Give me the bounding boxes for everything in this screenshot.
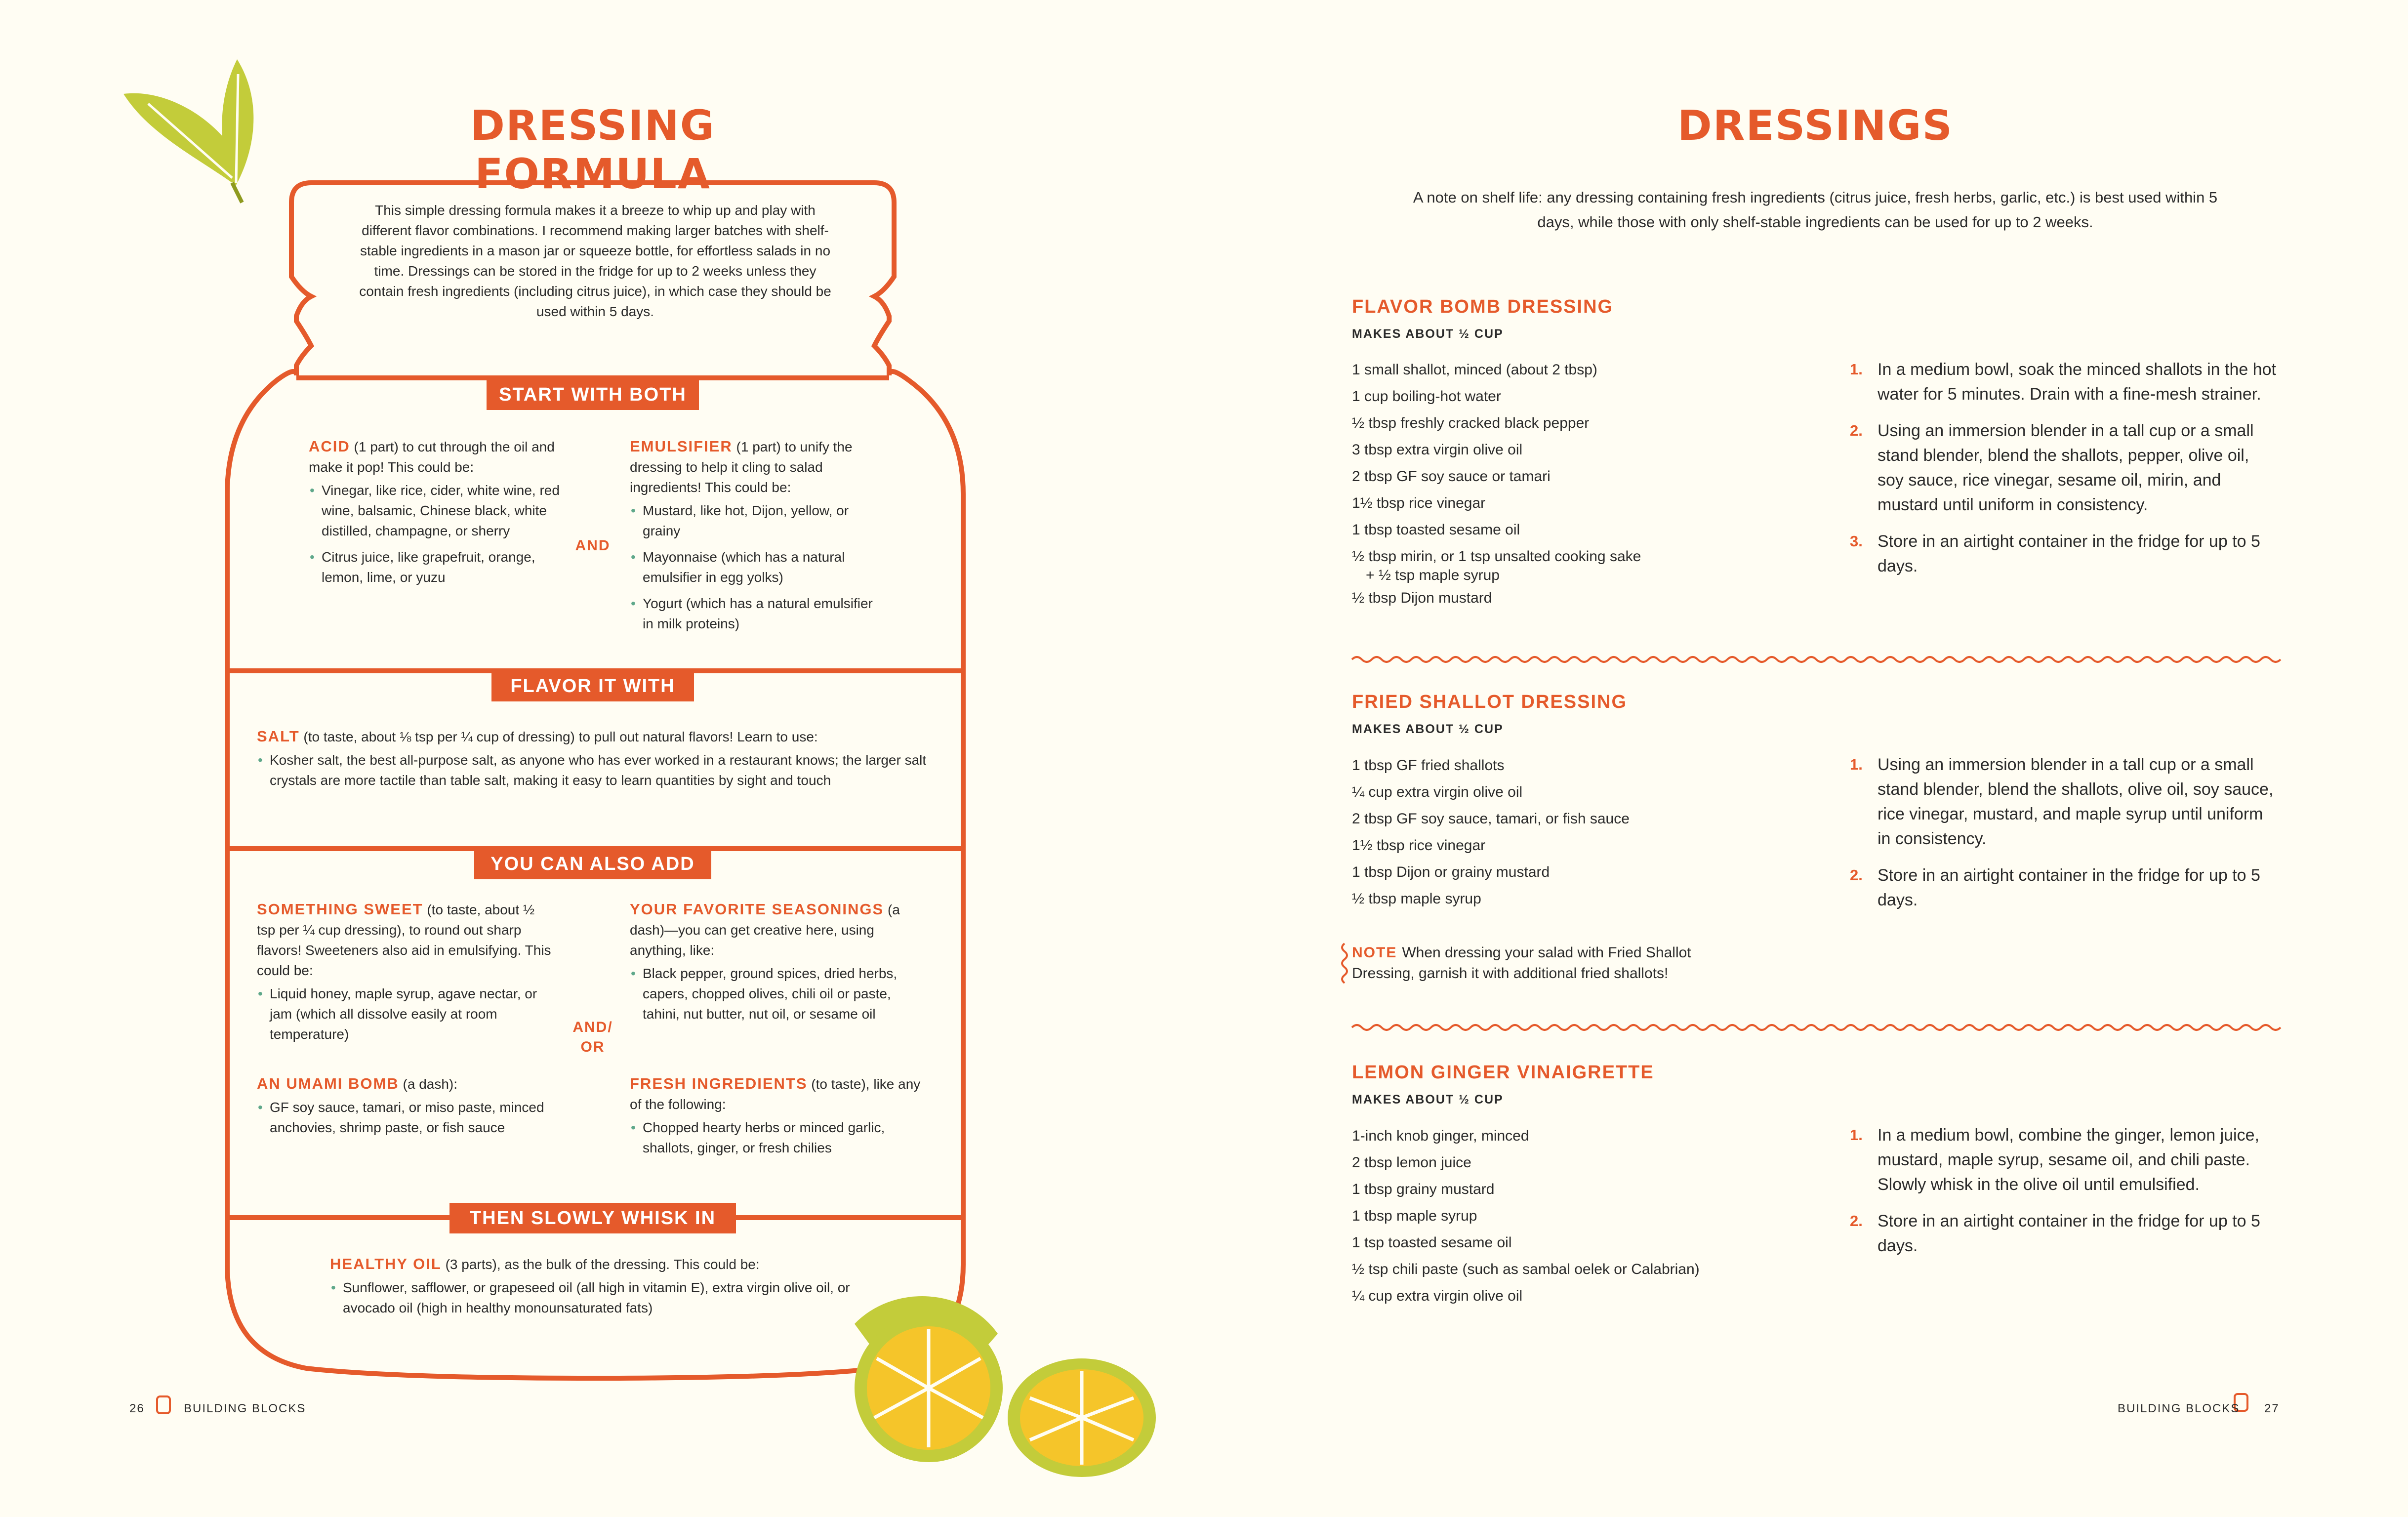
- ingredient: ½ tbsp freshly cracked black pepper: [1352, 415, 1590, 431]
- ingredient: ½ tbsp Dijon mustard: [1352, 590, 1492, 606]
- ingredient: ½ tbsp maple syrup: [1352, 891, 1481, 907]
- list-item: • Yogurt (which has a natural emulsifier in milk proteins): [643, 593, 887, 634]
- ingredient: 1-inch knob ginger, minced: [1352, 1128, 1529, 1144]
- note-bracket: [1342, 943, 1347, 983]
- seasonings-block: [630, 899, 931, 1030]
- list-item: • Kosher salt, the best all-purpose salt, as anyone who has ever worked in a restaurant knows; the larger salt crystals are more tactile than table salt, making it easy to learn quantities by sight and touch: [270, 750, 929, 790]
- step-number: 2.: [1850, 422, 1863, 439]
- step-text: In a medium bowl, combine the ginger, lemon juice, mustard, maple syrup, sesame oil, and chili paste. Slowly whisk in the olive oil until emulsified.: [1877, 1126, 2259, 1194]
- sweet-desc: (to taste, about ½ tsp per ¼ cup dressing), to round out sharp flavors! Sweeteners also aid in emulsifying. This could be:: [257, 902, 551, 978]
- step-text: Using an immersion blender in a tall cup or a small stand blender, blend the shallots, olive oil, soy sauce, rice vinegar, mustard, and maple syrup until uniform in consistency.: [1877, 755, 2274, 848]
- step-text: Store in an airtight container in the fridge for up to 5 days.: [1877, 866, 2260, 909]
- ingredient: + ½ tsp maple syrup: [1366, 567, 1500, 583]
- step-number: 1.: [1850, 361, 1863, 378]
- sweet-label: SOMETHING SWEET: [257, 901, 423, 918]
- step-text: Store in an airtight container in the fridge for up to 5 days.: [1877, 1212, 2260, 1255]
- list-item: • Vinegar, like rice, cider, white wine, red wine, balsamic, Chinese black, white distilled, champagne, or sherry: [322, 480, 566, 541]
- emulsifier-block: [630, 436, 887, 640]
- page-number-left: 26: [129, 1402, 145, 1415]
- recipe-title: LEMON GINGER VINAIGRETTE: [1352, 1062, 1654, 1083]
- step-text: Using an immersion blender in a tall cup or a small stand blender, blend the shallots, pepper, olive oil, soy sauce, rice vinegar, sesame oil, mirin, and mustard until uniform in consistency.: [1877, 421, 2254, 514]
- shelf-life-note: A note on shelf life: any dressing containing fresh ingredients (citrus juice, fresh herbs, garlic, etc.) is best used within 5 days, while those with only shelf-stable ingredients can be used for up to 2 weeks.: [1413, 189, 2218, 231]
- emulsifier-label: EMULSIFIER: [630, 438, 733, 455]
- recipe-title: FLAVOR BOMB DRESSING: [1352, 296, 1614, 317]
- step-text: In a medium bowl, soak the minced shallots in the hot water for 5 minutes. Drain with a fine-mesh strainer.: [1877, 360, 2276, 404]
- salt-block: [257, 726, 929, 796]
- fresh-label: FRESH INGREDIENTS: [630, 1075, 808, 1092]
- recipe-yield: MAKES ABOUT ½ CUP: [1352, 327, 1504, 341]
- oil-label: HEALTHY OIL: [330, 1255, 442, 1272]
- ingredient: 1 tbsp toasted sesame oil: [1352, 522, 1520, 538]
- jar-icon: [157, 1394, 2247, 1413]
- step-list: [1850, 752, 2280, 924]
- fresh-block: [630, 1073, 931, 1164]
- ingredient: 1 tbsp GF fried shallots: [1352, 757, 1505, 774]
- footer-section-right: BUILDING BLOCKS: [2118, 1402, 2240, 1415]
- banner-flavor-it-with: FLAVOR IT WITH: [491, 671, 694, 701]
- step-number: 2.: [1850, 866, 1863, 884]
- ingredient: 2 tbsp lemon juice: [1352, 1154, 1471, 1171]
- ingredient-list: [1352, 357, 1641, 612]
- recipe-yield: MAKES ABOUT ½ CUP: [1352, 1093, 1504, 1107]
- list-item: • GF soy sauce, tamari, or miso paste, minced anchovies, shrimp paste, or fish sauce: [270, 1097, 553, 1138]
- acid-block: [309, 436, 566, 593]
- ingredient: ½ tsp chili paste (such as sambal oelek or Calabrian): [1352, 1261, 1700, 1277]
- ingredient: 1 tbsp grainy mustard: [1352, 1181, 1495, 1197]
- list-item: • Mustard, like hot, Dijon, yellow, or grainy: [643, 500, 887, 541]
- banner-start-with-both: START WITH BOTH: [487, 379, 699, 410]
- oil-block: [330, 1254, 883, 1324]
- ingredient-list: [1352, 752, 1630, 912]
- salt-label: SALT: [257, 728, 300, 745]
- list-item: • Mayonnaise (which has a natural emulsifier in egg yolks): [643, 547, 887, 587]
- ingredient: 1 tsp toasted sesame oil: [1352, 1234, 1512, 1251]
- page-title-left: DRESSING FORMULA: [470, 101, 715, 198]
- page-number-right: 27: [2264, 1402, 2280, 1415]
- step-number: 2.: [1850, 1212, 1863, 1230]
- basil-leaf-icon: [123, 59, 253, 203]
- lemon-slice-icon: [855, 1296, 1156, 1477]
- list-item: • Citrus juice, like grapefruit, orange, lemon, lime, or yuzu: [322, 547, 566, 587]
- seasonings-label: YOUR FAVORITE SEASONINGS: [630, 901, 884, 918]
- ingredient: 3 tbsp extra virgin olive oil: [1352, 442, 1523, 458]
- recipe-title: FRIED SHALLOT DRESSING: [1352, 692, 1628, 712]
- ingredient: ½ tbsp mirin, or 1 tsp unsalted cooking sake: [1352, 548, 1641, 565]
- sweet-block: [257, 899, 553, 1050]
- step-number: 3.: [1850, 533, 1863, 550]
- page-title-right: DRESSINGS: [1677, 101, 1953, 150]
- ingredient: 1 small shallot, minced (about 2 tbsp): [1352, 362, 1597, 378]
- emulsifier-desc: (1 part) to unify the dressing to help it cling to salad ingredients! This could be:: [630, 439, 853, 495]
- umami-label: AN UMAMI BOMB: [257, 1075, 399, 1092]
- recipe-yield: MAKES ABOUT ½ CUP: [1352, 722, 1504, 736]
- banner-you-can-also-add: YOU CAN ALSO ADD: [474, 849, 711, 879]
- step-list: [1850, 357, 2280, 590]
- fresh-desc: (to taste), like any of the following:: [630, 1076, 921, 1112]
- recipe-note: [1352, 943, 1727, 984]
- salt-desc: (to taste, about ⅛ tsp per ¼ cup of dressing) to pull out natural flavors! Learn to use:: [299, 729, 818, 744]
- note-text: When dressing your salad with Fried Shallot Dressing, garnish it with additional fried shallots!: [1352, 944, 1691, 982]
- step-number: 1.: [1850, 1126, 1863, 1144]
- ingredient: 2 tbsp GF soy sauce or tamari: [1352, 468, 1551, 485]
- umami-desc: (a dash):: [399, 1076, 458, 1092]
- banner-then-slowly-whisk-in: THEN SLOWLY WHISK IN: [449, 1203, 736, 1233]
- intro-paragraph: This simple dressing formula makes it a breeze to whip up and play with different flavor combinations. I recommend making larger batches with shelf-stable ingredients in a mason jar or squeeze bottle, for effortless salads in no time. Dressings can be stored in the fridge for up to 2 weeks unless they contain fresh ingredients (including citrus juice), in which case they should be used within 5 days.: [359, 203, 831, 319]
- ingredient: 1 cup boiling-hot water: [1352, 388, 1501, 405]
- oil-desc: (3 parts), as the bulk of the dressing. This could be:: [441, 1257, 760, 1272]
- list-item: • Black pepper, ground spices, dried herbs, capers, chopped olives, chili oil or paste, tahini, nut butter, nut oil, or sesame oil: [643, 963, 931, 1024]
- ingredient: 1½ tbsp rice vinegar: [1352, 837, 1486, 854]
- acid-desc: (1 part) to cut through the oil and make it pop! This could be:: [309, 439, 555, 475]
- list-item: • Chopped hearty herbs or minced garlic, shallots, ginger, or fresh chilies: [643, 1117, 931, 1158]
- acid-label: ACID: [309, 438, 350, 455]
- ingredient: ¼ cup extra virgin olive oil: [1352, 784, 1523, 800]
- ingredient-list: [1352, 1123, 1700, 1310]
- step-number: 1.: [1850, 756, 1863, 773]
- list-item: • Liquid honey, maple syrup, agave nectar, or jam (which all dissolve easily at room temperature): [270, 984, 553, 1044]
- ingredient: 2 tbsp GF soy sauce, tamari, or fish sauce: [1352, 811, 1630, 827]
- and-connector: AND: [575, 537, 611, 554]
- seasonings-desc: (a dash)—you can get creative here, using anything, like:: [630, 902, 900, 958]
- ingredient: ¼ cup extra virgin olive oil: [1352, 1288, 1523, 1304]
- ingredient: 1½ tbsp rice vinegar: [1352, 495, 1486, 511]
- step-list: [1850, 1123, 2280, 1270]
- footer-section-left: BUILDING BLOCKS: [184, 1402, 306, 1415]
- ingredient: 1 tbsp Dijon or grainy mustard: [1352, 864, 1550, 880]
- umami-block: [257, 1073, 553, 1144]
- step-text: Store in an airtight container in the fridge for up to 5 days.: [1877, 532, 2260, 575]
- ingredient: 1 tbsp maple syrup: [1352, 1208, 1477, 1224]
- note-label: NOTE: [1352, 944, 1397, 961]
- and-or-connector: AND/ OR: [572, 1019, 613, 1055]
- list-item: • Sunflower, safflower, or grapeseed oil (all high in vitamin E), extra virgin olive oil, or avocado oil (high in healthy monounsaturated fats): [343, 1277, 883, 1318]
